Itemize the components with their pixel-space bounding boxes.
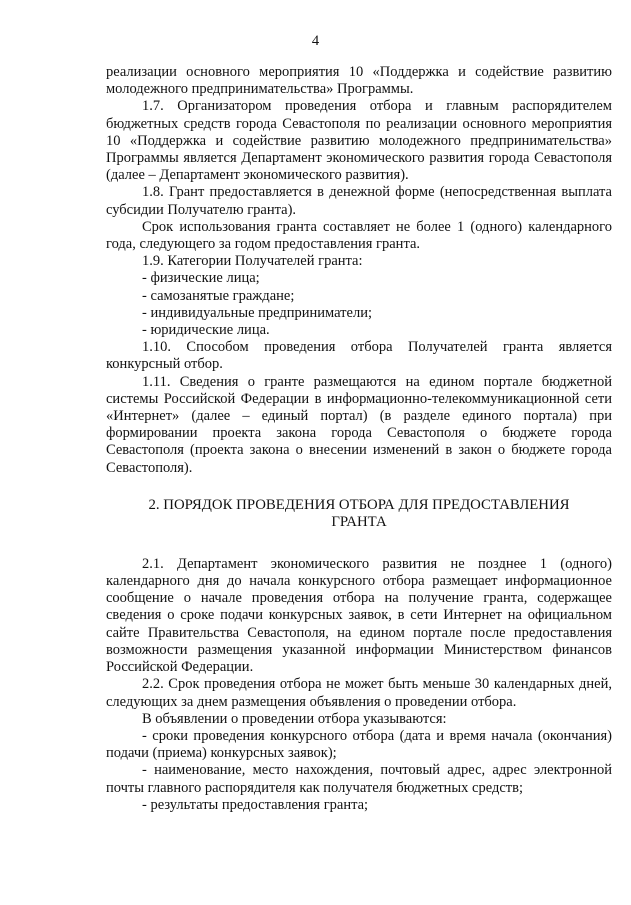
paragraph-1-7: 1.7. Организатором проведения отбора и главным распорядителем бюджетных средств города Севастополя по реализации основного мероприятия 10 «Поддержка и содействие развитию молодежного предпринимательства» Программы является Департамент экономического развития города Севастополя (далее – Департамент экономического развития).	[106, 98, 612, 184]
page-number: 4	[311, 33, 320, 49]
paragraph-2-2: 2.2. Срок проведения отбора не может быть меньше 30 календарных дней, следующих за днем размещения объявления о проведении отбора.	[106, 676, 612, 710]
list-item: - индивидуальные предприниматели;	[142, 304, 372, 321]
paragraph-1-10: 1.10. Способом проведения отбора Получателей гранта является конкурсный отбор.	[106, 339, 612, 373]
list-item: - физические лица;	[142, 270, 260, 287]
paragraph-grant-term: Срок использования гранта составляет не более 1 (одного) календарного года, следующего за годом предоставления гранта.	[106, 218, 612, 253]
list-item: - юридические лица.	[142, 322, 270, 339]
document-body	[106, 64, 612, 814]
paragraph-1-11: 1.11. Сведения о гранте размещаются на едином портале бюджетной системы Российской Федерации в информационно-телекоммуникационной сети «Интернет» (далее – единый портал) (в разделе единого портала) при формировании проекта закона города Севастополя о бюджете города Севастополя (проекта закона о внесении изменений в закон о бюджете города Севастополя).	[106, 373, 612, 476]
list-item: - сроки проведения конкурсного отбора (дата и время начала (окончания) подачи (приема) конкурсных заявок);	[106, 727, 612, 762]
paragraph-1-9: 1.9. Категории Получателей гранта:	[142, 253, 363, 270]
list-item: - наименование, место нахождения, почтовый адрес, адрес электронной почты главного распорядителя как получателя бюджетных средств;	[106, 762, 612, 796]
list-item: - результаты предоставления гранта;	[142, 796, 369, 813]
section-heading: 2. ПОРЯДОК ПРОВЕДЕНИЯ ОТБОРА ДЛЯ ПРЕДОСТАВЛЕНИЯ ГРАНТА	[148, 496, 570, 531]
paragraph-1-8: 1.8. Грант предоставляется в денежной форме (непосредственная выплата субсидии Получателю гранта).	[106, 184, 612, 218]
paragraph-2-1: 2.1. Департамент экономического развития не позднее 1 (одного) календарного дня до начала конкурсного отбора размещает информационное сообщение о начале проведения отбора на получение гранта, содержащее сведения о сроке подачи конкурсных заявок, в сети Интернет на официальном сайте Правительства Севастополя, на едином портале после предоставления возможности размещения указанной информации Министерством финансов Российской Федерации.	[106, 555, 612, 676]
paragraph-continuation: реализации основного мероприятия 10 «Поддержка и содействие развитию молодежного предпринимательства» Программы.	[106, 64, 612, 98]
paragraph-announcement-intro: В объявлении о проведении отбора указываются:	[142, 710, 447, 727]
list-item: - самозанятые граждане;	[142, 287, 295, 304]
